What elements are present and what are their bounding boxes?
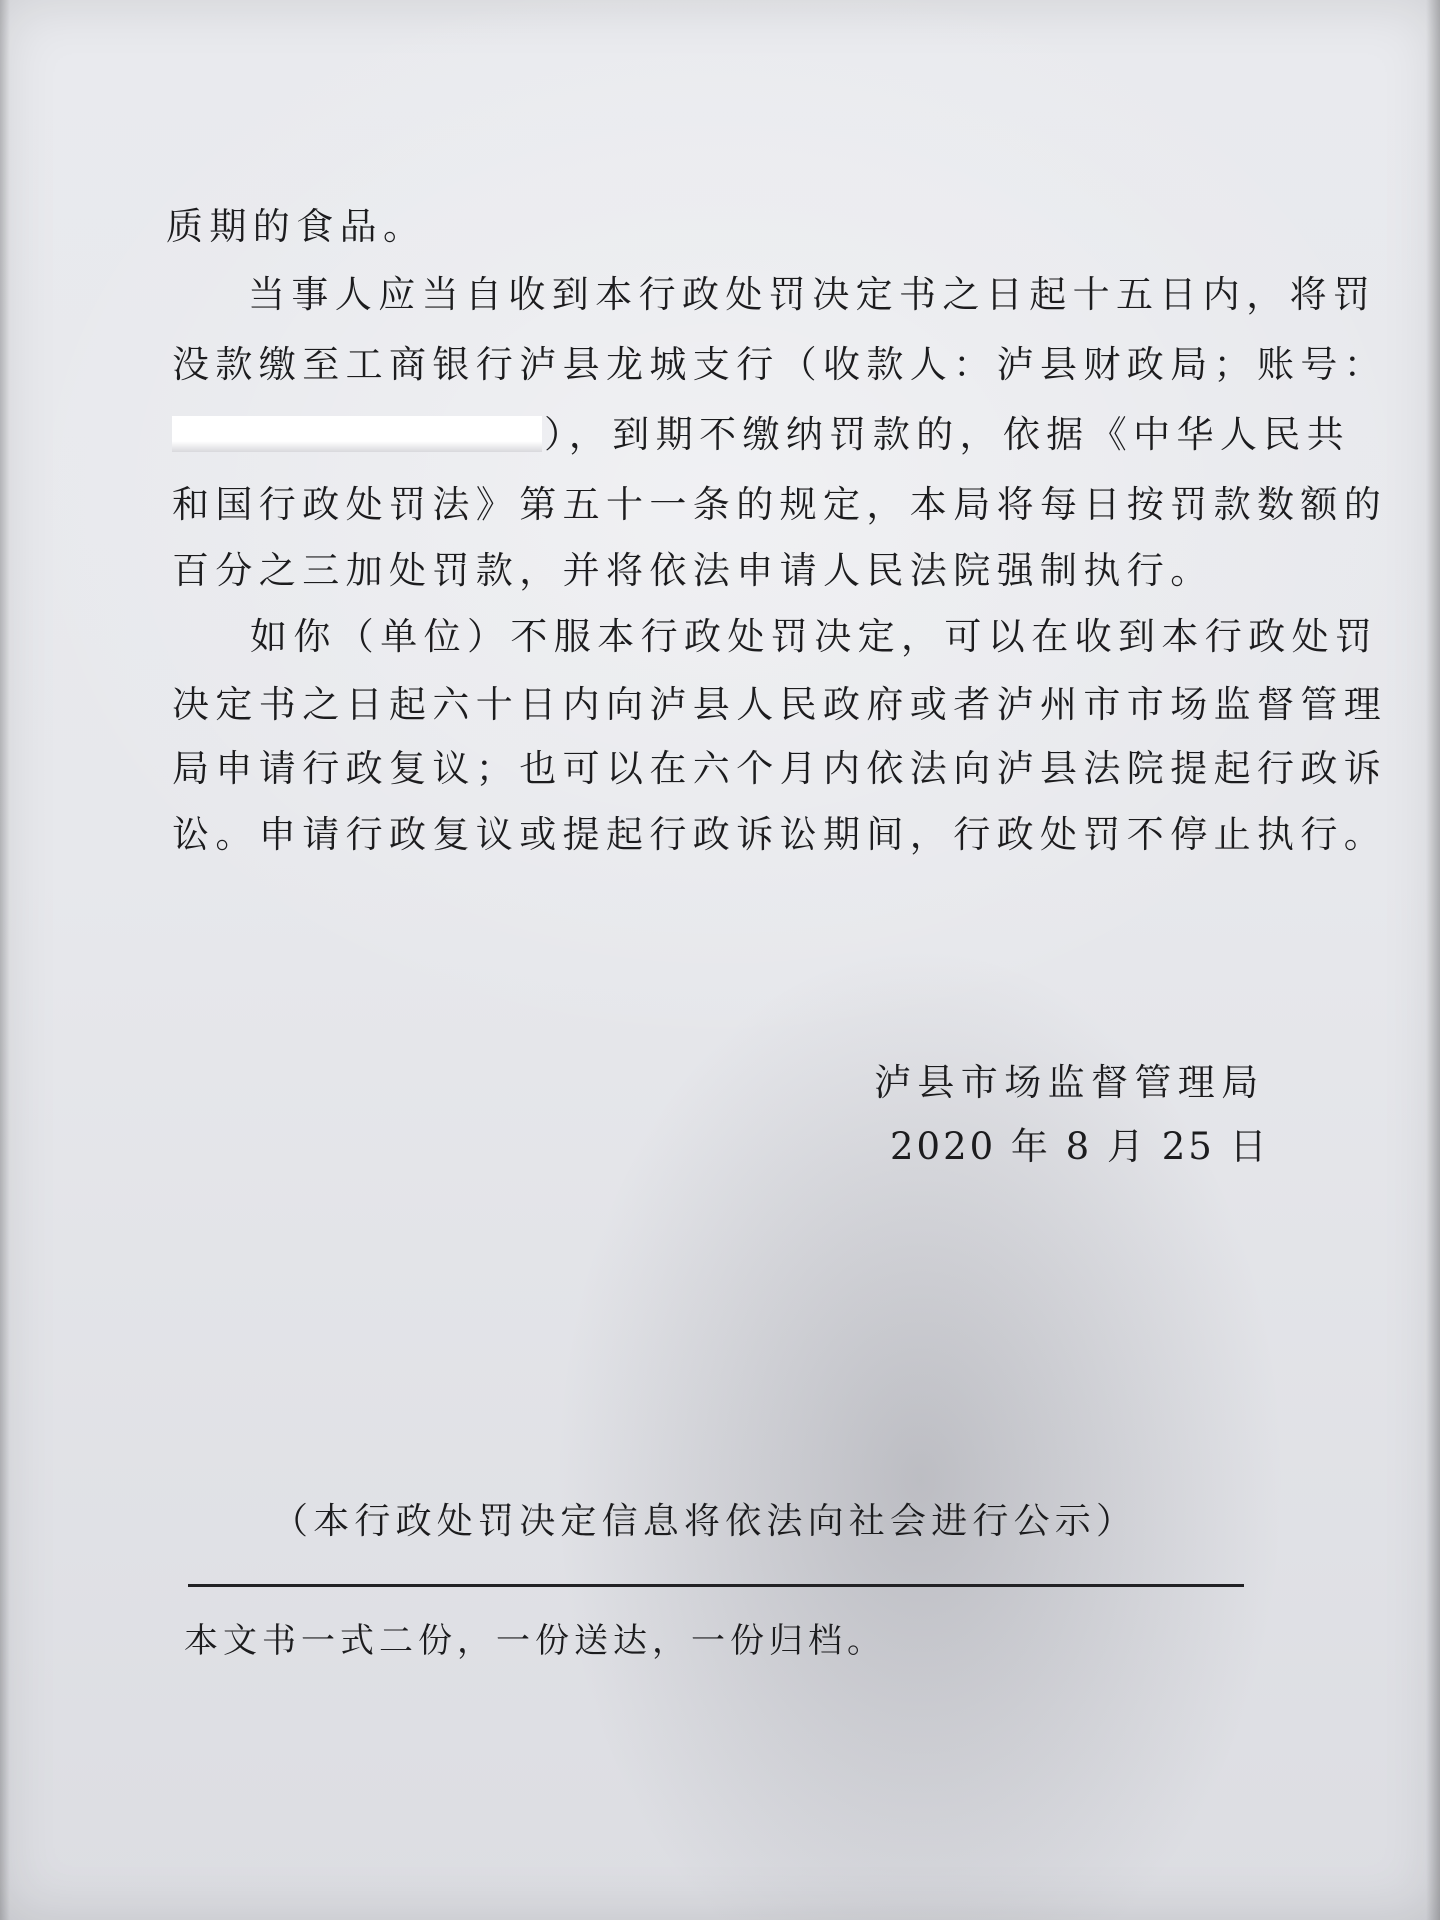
body-line-1: 质期的食品。 (166, 205, 427, 248)
issue-date: 2020 年 8 月 25 日 (890, 1125, 1270, 1168)
body-line-7: 如你（单位）不服本行政处罚决定，可以在收到本行政处罚 (250, 615, 1379, 658)
divider-rule (188, 1584, 1244, 1587)
body-line-4-container (172, 413, 1351, 456)
body-line-8: 决定书之日起六十日内向泸县人民政府或者泸州市市场监督管理 (172, 683, 1388, 726)
copies-note: 本文书一式二份，一份送达，一份归档。 (184, 1621, 886, 1661)
redacted-account-number (172, 416, 542, 452)
body-line-5: 和国行政处罚法》第五十一条的规定，本局将每日按罚款数额的 (172, 483, 1388, 526)
body-line-4: ），到期不缴纳罚款的，依据《中华人民共 (544, 413, 1351, 456)
body-line-9: 局申请行政复议；也可以在六个月内依法向泸县法院提起行政诉 (172, 747, 1388, 790)
page-left-edge-shadow (0, 0, 10, 1920)
issuing-organization: 泸县市场监督管理局 (874, 1061, 1265, 1104)
page-right-edge-shadow (1426, 0, 1440, 1920)
body-line-6: 百分之三加处罚款，并将依法申请人民法院强制执行。 (172, 549, 1214, 592)
public-notice: （本行政处罚决定信息将依法向社会进行公示） (272, 1501, 1138, 1542)
body-line-2: 当事人应当自收到本行政处罚决定书之日起十五日内，将罚 (248, 273, 1377, 316)
body-line-3: 没款缴至工商银行泸县龙城支行（收款人：泸县财政局；账号： (172, 343, 1388, 386)
body-line-10: 讼。申请行政复议或提起行政诉讼期间，行政处罚不停止执行。 (172, 813, 1388, 856)
